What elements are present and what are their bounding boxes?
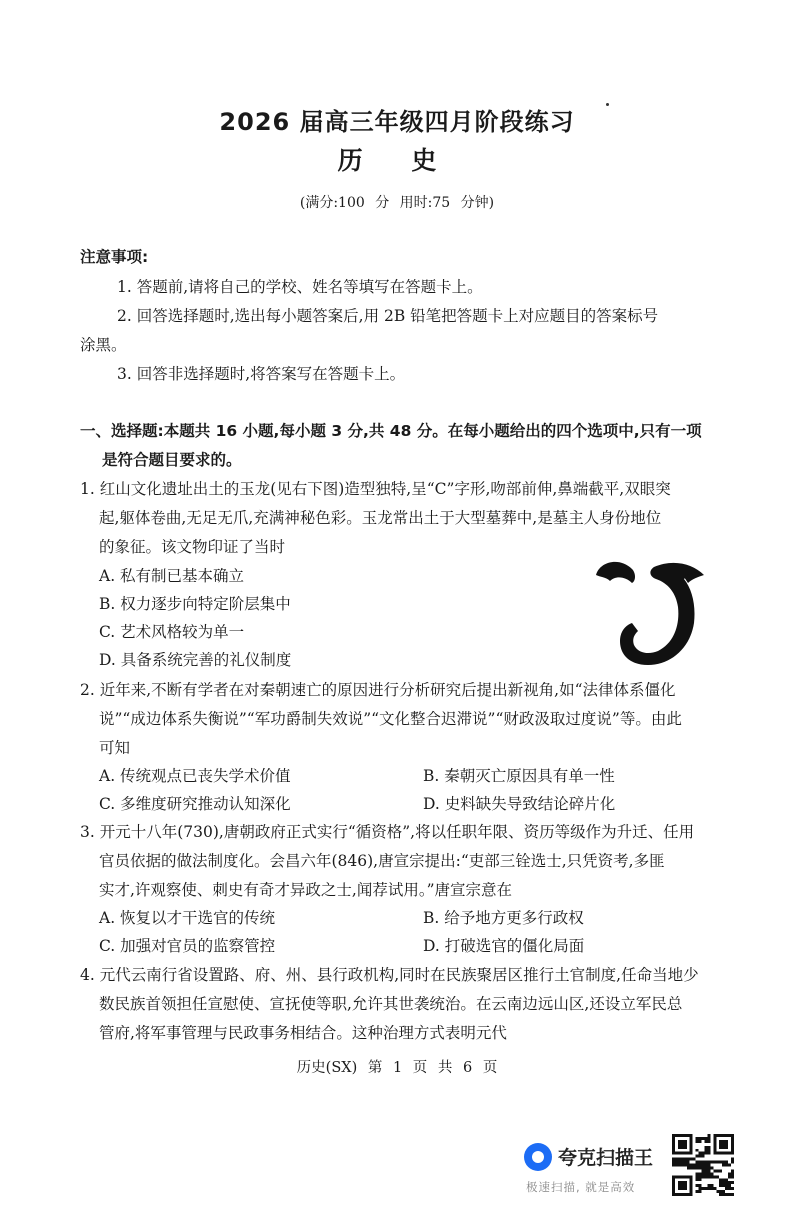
notice-item-cont: 涂黑。 bbox=[80, 336, 127, 354]
question-1-option-b[interactable]: B. 权力逐步向特定阶层集中 bbox=[99, 595, 291, 613]
scanner-watermark bbox=[520, 1137, 670, 1197]
qr-code-icon bbox=[672, 1134, 734, 1196]
question-2-option-a[interactable]: A. 传统观点已丧失学术价值 bbox=[99, 767, 291, 785]
notice-item: 1. 答题前,请将自己的学校、姓名等填写在答题卡上。 bbox=[117, 278, 483, 296]
notice-heading: 注意事项: bbox=[80, 248, 149, 266]
question-1-option-a[interactable]: A. 私有制已基本确立 bbox=[99, 567, 245, 585]
question-3-stem: 3. 开元十八年(730),唐朝政府正式实行“循资格”,将以任职年限、资历等级作为升迁、任用 bbox=[80, 823, 695, 841]
question-1-stem: 1. 红山文化遗址出土的玉龙(见右下图)造型独特,呈“C”字形,吻部前伸,鼻端截平,双眼突 bbox=[80, 480, 671, 498]
exam-title: 2026 届高三年级四月阶段练习 bbox=[219, 108, 575, 136]
page-footer: 历史(SX) 第 1 页 共 6 页 bbox=[296, 1060, 498, 1076]
question-3-option-b[interactable]: B. 给予地方更多行政权 bbox=[423, 909, 584, 927]
question-2-stem: 可知 bbox=[99, 739, 131, 757]
question-4-stem: 管府,将军事管理与民政事务相结合。这种治理方式表明元代 bbox=[99, 1024, 507, 1042]
question-4-stem: 数民族首领担任宣慰使、宣抚使等职,允许其世袭统治。在云南边远山区,还设立军民总 bbox=[99, 995, 683, 1013]
quark-logo-icon bbox=[524, 1143, 552, 1171]
brand-slogan: 极速扫描, 就是高效 bbox=[526, 1180, 636, 1194]
score-info: (满分:100 分 用时:75 分钟) bbox=[299, 195, 495, 211]
section-heading: 一、选择题:本题共 16 小题,每小题 3 分,共 48 分。在每小题给出的四个选项中,只有一项 bbox=[80, 422, 702, 440]
section-heading-cont: 是符合题目要求的。 bbox=[102, 451, 242, 469]
question-3-option-c[interactable]: C. 加强对官员的监察管控 bbox=[99, 937, 276, 955]
question-3-stem: 官员依据的做法制度化。会昌六年(846),唐宣宗提出:“吏部三铨选士,只凭资考,多匪 bbox=[99, 852, 665, 870]
question-4-stem: 4. 元代云南行省设置路、府、州、县行政机构,同时在民族聚居区推行土官制度,任命当地少 bbox=[80, 966, 699, 984]
question-1-stem: 的象征。该文物印证了当时 bbox=[99, 538, 286, 556]
notice-item: 2. 回答选择题时,选出每小题答案后,用 2B 铅笔把答题卡上对应题目的答案标号 bbox=[117, 307, 659, 325]
notice-item: 3. 回答非选择题时,将答案写在答题卡上。 bbox=[117, 365, 406, 383]
question-3-option-a[interactable]: A. 恢复以才干选官的传统 bbox=[99, 909, 276, 927]
question-2-stem: 说”“成边体系失衡说”“军功爵制失效说”“文化整合迟滞说”“财政汲取过度说”等。由此 bbox=[99, 710, 682, 728]
subject-title: 历 史 bbox=[337, 146, 457, 175]
question-2-option-c[interactable]: C. 多维度研究推动认知深化 bbox=[99, 795, 291, 813]
jade-dragon-image bbox=[592, 553, 712, 671]
question-2-option-b[interactable]: B. 秦朝灭亡原因具有单一性 bbox=[423, 767, 615, 785]
question-1-stem: 起,躯体卷曲,无足无爪,充满神秘色彩。玉龙常出土于大型墓葬中,是墓主人身份地位 bbox=[99, 509, 662, 527]
question-2-option-d[interactable]: D. 史料缺失导致结论碎片化 bbox=[423, 795, 616, 813]
question-3-stem: 实才,许观察使、刺史有奇才异政之士,闻荐试用。”唐宣宗意在 bbox=[99, 881, 513, 899]
question-1-option-c[interactable]: C. 艺术风格较为单一 bbox=[99, 623, 245, 641]
brand-name: 夸克扫描王 bbox=[558, 1147, 654, 1169]
question-3-option-d[interactable]: D. 打破选官的僵化局面 bbox=[423, 937, 585, 955]
question-1-option-d[interactable]: D. 具备系统完善的礼仪制度 bbox=[99, 651, 292, 669]
question-2-stem: 2. 近年来,不断有学者在对秦朝速亡的原因进行分析研究后提出新视角,如“法律体系僵化 bbox=[80, 681, 676, 699]
